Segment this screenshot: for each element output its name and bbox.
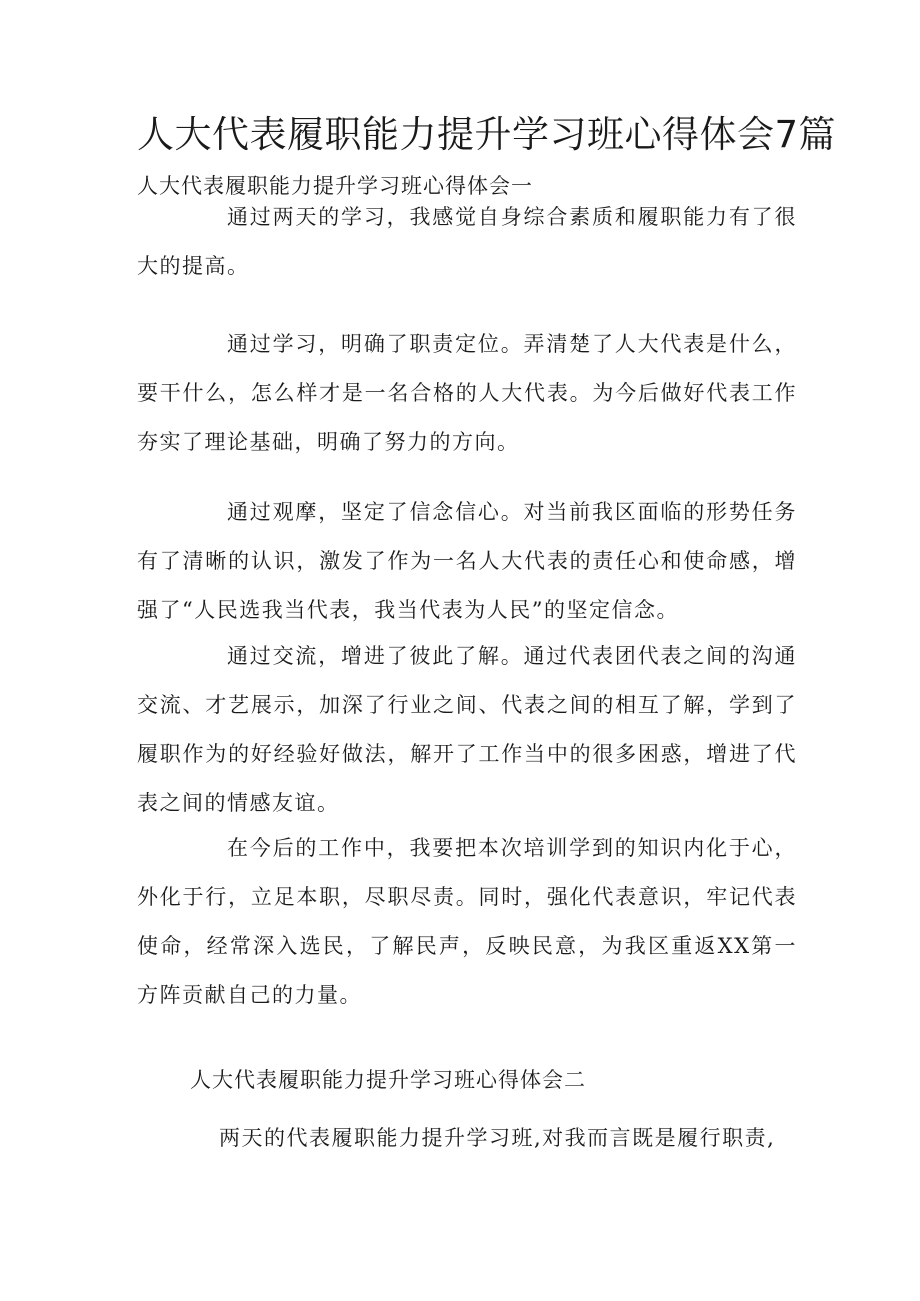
section-heading-2: 人大代表履职能力提升学习班心得体会二 [190,1068,586,1092]
paragraph: 两天的代表履职能力提升学习班,对我而言既是履行职责, [219,1126,776,1150]
paragraph: 通过观摩，坚定了信念信心。对当前我区面临的形势任务有了清晰的认识，激发了作为一名人大代表的责任心和使命感，增强了“人民选我当代表，我当代表为人民”的坚定信念。 [137,500,797,622]
document-title: 人大代表履职能力提升学习班心得体会7篇 [137,113,837,156]
paragraph: 在今后的工作中，我要把本次培训学到的知识内化于心，外化于行，立足本职，尽职尽责。同时，强化代表意识，牢记代表使命，经常深入选民，了解民声，反映民意，为我区重返XX第一方阵贡献自己的力量。 [137,836,797,1007]
paragraph: 通过学习，明确了职责定位。弄清楚了人大代表是什么，要干什么，怎么样才是一名合格的人大代表。为今后做好代表工作夯实了理论基础，明确了努力的方向。 [137,332,797,454]
section-heading-1: 人大代表履职能力提升学习班心得体会一 [137,174,533,198]
paragraph: 通过交流，增进了彼此了解。通过代表团代表之间的沟通交流、才艺展示，加深了行业之间、代表之间的相互了解，学到了履职作为的好经验好做法，解开了工作当中的很多困惑，增进了代表之间的情感友谊。 [137,644,797,815]
paragraph: 通过两天的学习，我感觉自身综合素质和履职能力有了很大的提高。 [137,205,797,278]
